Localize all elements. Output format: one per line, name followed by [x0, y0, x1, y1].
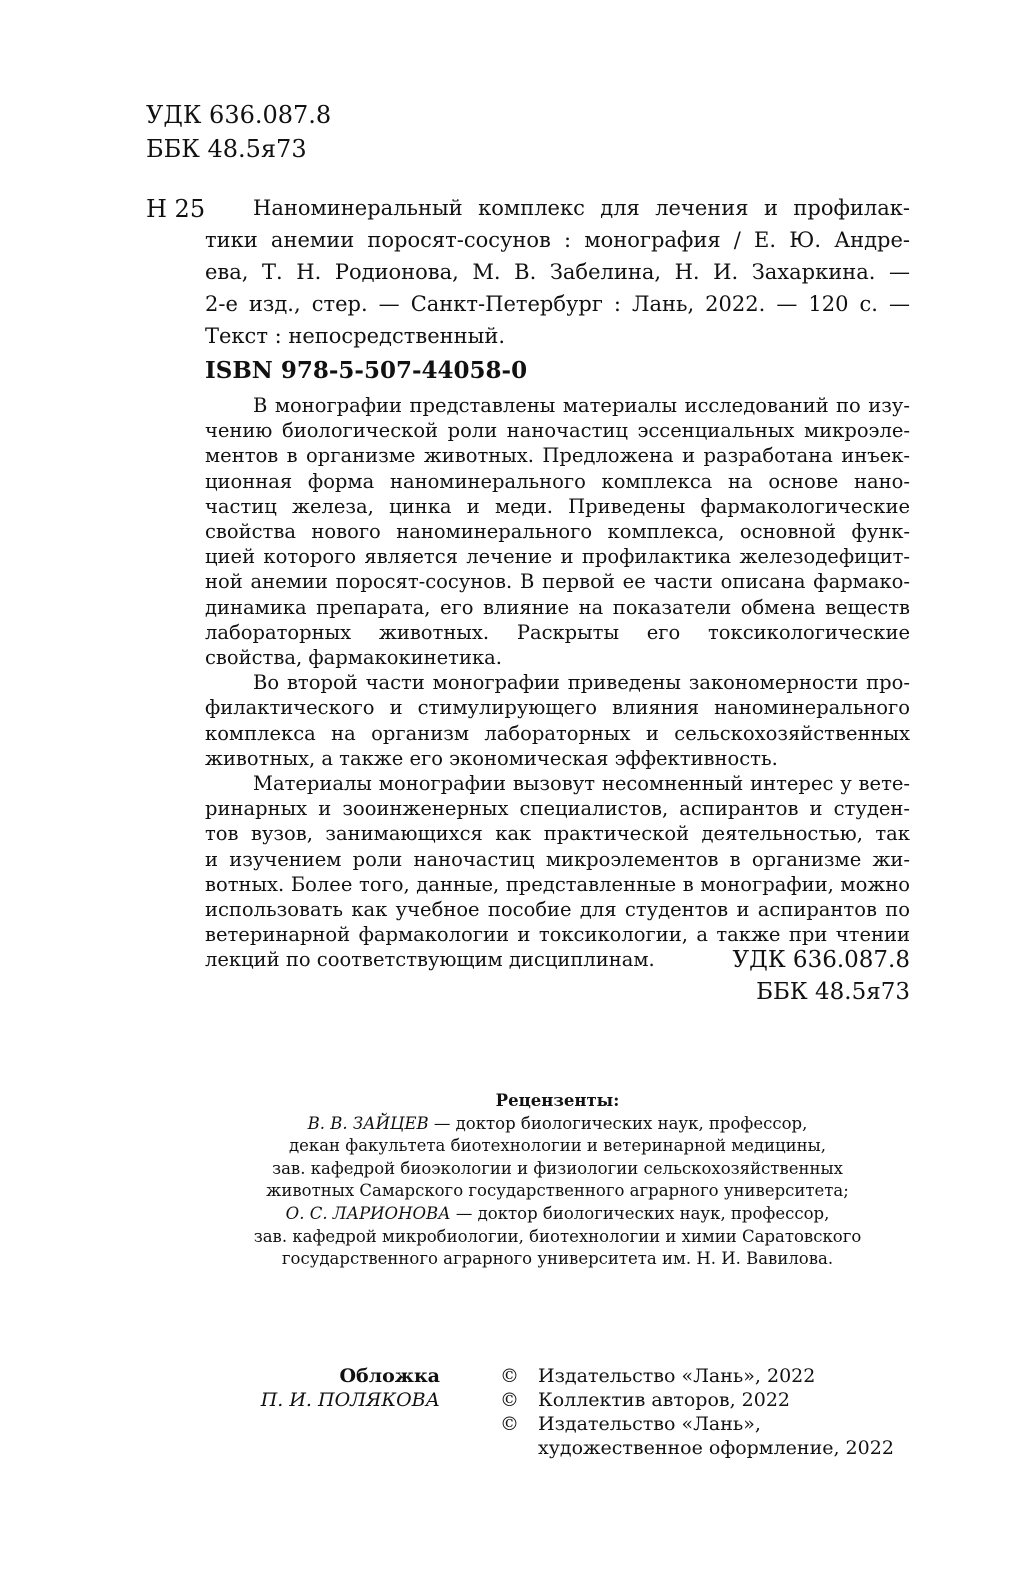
annotation-line: ной анемии поросят-сосунов. В первой ее части описана фармако- [205, 570, 910, 594]
biblio-line: тики анемии поросят-сосунов : монография / Е. Ю. Андре- [205, 228, 910, 252]
annotation-line: тов вузов, занимающихся как практической деятельностью, так [205, 822, 910, 846]
udk-code: УДК 636.087.8 [732, 947, 910, 973]
isbn: ISBN 978-5-507-44058-0 [205, 357, 528, 384]
copyright-text: Издательство «Лань», [538, 1413, 761, 1435]
reviewer-1-name: В. В. ЗАЙЦЕВ [307, 1113, 429, 1133]
annotation-line: ринарных и зооинженерных специалистов, аспирантов и студен- [205, 797, 910, 821]
annotation-line: вотных. Более того, данные, представленные в монографии, можно [205, 872, 910, 896]
annotation-line: частиц железа, цинка и меди. Приведены фармакологические [205, 494, 910, 518]
udk-code: УДК 636.087.8 [146, 101, 332, 129]
reviewer-1-line [205, 1113, 910, 1136]
reviewer-2-line: зав. кафедрой микробиологии, биотехнологии и химии Саратовского [253, 1226, 862, 1246]
copyright-row [500, 1364, 920, 1388]
reviewer-1-line: животных Самарского государственного аграрного университета; [266, 1181, 849, 1201]
annotation-line: ветеринарной фармакологии и токсикологии, а также при чтении [205, 923, 910, 947]
cover-designer: П. И. ПОЛЯКОВА [260, 1389, 440, 1411]
annotation-line: Материалы монографии вызовут несомненный интерес у вете- [253, 772, 910, 796]
annotation-line: филактического и стимулирующего влияния наноминерального [205, 696, 910, 720]
biblio-line: ева, Т. Н. Родионова, М. В. Забелина, Н. И. Захаркина. — [205, 260, 910, 284]
annotation [205, 393, 910, 973]
bbk-code: ББК 48.5я73 [756, 979, 910, 1005]
annotation-line: ментов в организме животных. Предложена и разработана инъек- [205, 444, 910, 468]
annotation-line: свойства нового наноминерального комплекса, основной функ- [205, 520, 910, 544]
biblio-line: 2-е изд., стер. — Санкт-Петербург : Лань, 2022. — 120 с. — [205, 292, 910, 316]
annotation-line: комплекса на организм лабораторных и сельскохозяйственных [205, 721, 910, 745]
copyright-text: Издательство «Лань», 2022 [538, 1365, 816, 1387]
copyright-block [500, 1364, 920, 1460]
reviewer-2-name: О. С. ЛАРИОНОВА [285, 1203, 451, 1223]
bbk-code: ББК 48.5я73 [146, 135, 307, 163]
copyright-icon: © [500, 1413, 519, 1435]
classification-codes-top [146, 98, 331, 166]
copyright-row [500, 1388, 920, 1412]
annotation-line: свойства, фармакокинетика. [205, 646, 502, 670]
annotation-line: лекций по соответствующим дисциплинам. [205, 948, 655, 972]
biblio-line: Текст : непосредственный. [205, 324, 505, 348]
copyright-text-continuation: художественное оформление, 2022 [538, 1437, 894, 1459]
annotation-line: чению биологической роли наночастиц эссенциальных микроэле- [205, 419, 910, 443]
copyright-icon: © [500, 1365, 519, 1387]
reviewer-2-line [205, 1203, 910, 1226]
cover-credit [205, 1364, 440, 1412]
annotation-line: животных, а также его экономическая эффективность. [205, 746, 778, 770]
reviewer-1-line: декан факультета биотехнологии и ветеринарной медицины, [288, 1136, 826, 1156]
annotation-line: В монографии представлены материалы исследований по изу- [253, 394, 910, 417]
annotation-line: ционная форма наноминерального комплекса на основе нано- [205, 469, 910, 493]
annotation-line: цией которого является лечение и профилактика железодефицит- [205, 545, 910, 569]
classification-codes-bottom [733, 944, 911, 1008]
copyright-text: Коллектив авторов, 2022 [538, 1389, 791, 1411]
annotation-line: динамика препарата, его влияние на показатели обмена веществ [205, 595, 910, 619]
reviewer-1-title: — доктор биологических наук, профессор, [428, 1113, 808, 1133]
reviewer-2-title: — доктор биологических наук, профессор, [450, 1203, 830, 1223]
annotation-line: использовать как учебное пособие для студентов и аспирантов по [205, 898, 910, 922]
bibliographic-record [205, 192, 910, 352]
annotation-line: Во второй части монографии приведены закономерности про- [253, 671, 910, 695]
copyright-row [500, 1412, 920, 1436]
annotation-line: и изучением роли наночастиц микроэлементов в организме жи- [205, 847, 910, 871]
reviewer-1-line: зав. кафедрой биоэкологии и физиологии сельскохозяйственных [272, 1158, 843, 1178]
biblio-line: Наноминеральный комплекс для лечения и профилак- [253, 196, 910, 220]
reviewer-2-line: государственного аграрного университета им. Н. И. Вавилова. [281, 1249, 834, 1269]
reviewers-heading: Рецензенты: [495, 1091, 620, 1110]
copyright-icon: © [500, 1389, 519, 1411]
author-index: Н 25 [146, 195, 206, 223]
reviewers-block [205, 1090, 910, 1271]
annotation-line: лабораторных животных. Раскрыты его токсикологические [205, 620, 910, 644]
cover-label: Обложка [339, 1365, 440, 1387]
